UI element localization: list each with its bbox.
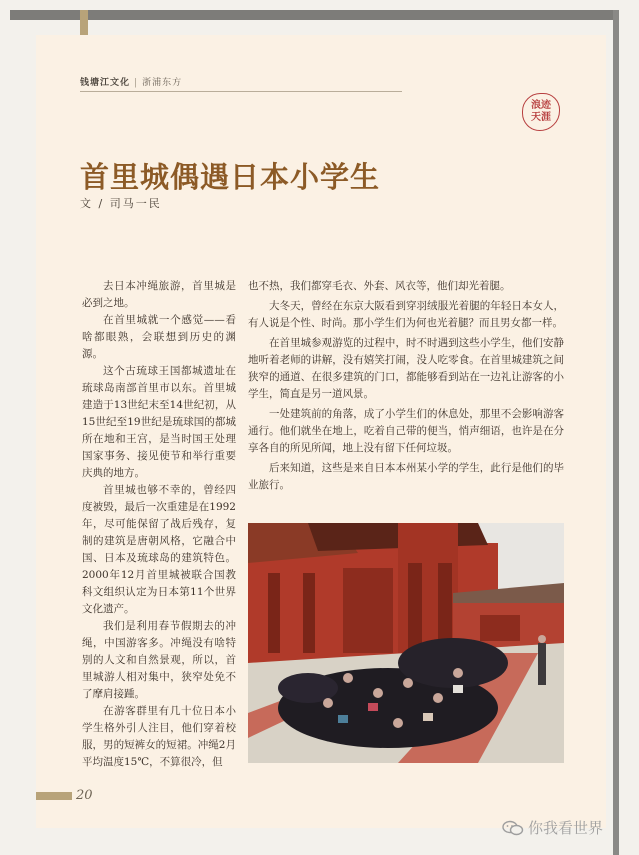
left-column xyxy=(82,278,236,771)
right-frame-bar xyxy=(613,10,619,855)
header-brand: 钱塘江文化 xyxy=(80,78,131,88)
seal-line-1: 浪迹 xyxy=(531,100,551,111)
footer-accent-bar xyxy=(36,792,72,800)
page-number: 20 xyxy=(76,788,93,803)
header-section: 浙浦东方 xyxy=(142,78,183,88)
paragraph: 去日本冲绳旅游，首里城是必到之地。 xyxy=(82,280,236,309)
photo-illustration xyxy=(248,523,564,763)
paragraph: 大冬天，曾经在东京大阪看到穿羽绒服光着腿的年轻日本女人，有人说是个性、时尚。那小学生们为何也光着腿？而且男女都一样。 xyxy=(248,300,564,329)
article-author: 文 / 司马一民 xyxy=(80,197,162,210)
article-title: 首里城偶遇日本小学生 xyxy=(80,160,381,194)
watermark xyxy=(502,817,603,838)
wechat-icon xyxy=(502,820,524,836)
paragraph: 首里城也够不幸的，曾经四度被毁，最后一次重建是在1992年，尽可能保留了战后残存，复制的建筑是唐朝风格，它融合中国、日本及琉球岛的建筑特色。2000年12月首里城被联合国教科文组织认定为日本第11个世界文化遗产。 xyxy=(82,484,236,615)
paragraph: 我们是利用春节假期去的冲绳，中国游客多。冲绳没有啥特别的人文和自然景观，所以，首里城游人相对集中，狭窄处免不了摩肩接踵。 xyxy=(82,620,236,700)
magazine-page xyxy=(36,35,606,828)
seal-line-2: 天涯 xyxy=(531,112,551,123)
paragraph: 后来知道，这些是来自日本本州某小学的学生，此行是他们的毕业旅行。 xyxy=(248,462,564,491)
top-frame-bar xyxy=(10,10,618,20)
right-column xyxy=(248,278,564,497)
paragraph: 一处建筑前的角落，成了小学生们的休息处，那里不会影响游客通行。他们就坐在地上，吃着自己带的便当，悄声细语，也许是在分享各自的所见所闻，地上没有留下任何垃圾。 xyxy=(248,408,564,454)
watermark-text: 你我看世界 xyxy=(528,819,604,837)
paragraph: 也不热，我们都穿毛衣、外套、风衣等，他们却光着腿。 xyxy=(248,280,511,292)
paragraph: 这个古琉球王国都城遗址在琉球岛南部首里市以东。首里城建造于13世纪末至14世纪初，从15世纪至19世纪是琉球国的都城所在地和王宫，是当时国王处理国家事务、接见使节和举行重要庆典的地方。 xyxy=(82,365,236,479)
paragraph: 在首里城参观游览的过程中，时不时遇到这些小学生，他们安静地听着老师的讲解，没有嬉笑打闹，没人吃零食。在首里城建筑之间狭窄的通道、在很多建筑的门口，都能够看到站在一边礼让游客的小学生，简直是另一道风景。 xyxy=(248,337,564,400)
paragraph: 在首里城就一个感觉——看啥都眼熟，会联想到历史的渊源。 xyxy=(82,314,236,360)
seal-stamp xyxy=(522,93,560,131)
article-photo xyxy=(248,523,564,763)
header-separator: | xyxy=(134,78,139,88)
running-header xyxy=(80,75,402,92)
paragraph: 在游客群里有几十位日本小学生格外引人注目，他们穿着校服，男的短裤女的短裙。冲绳2月平均温度15℃，不算很冷，但 xyxy=(82,705,236,768)
